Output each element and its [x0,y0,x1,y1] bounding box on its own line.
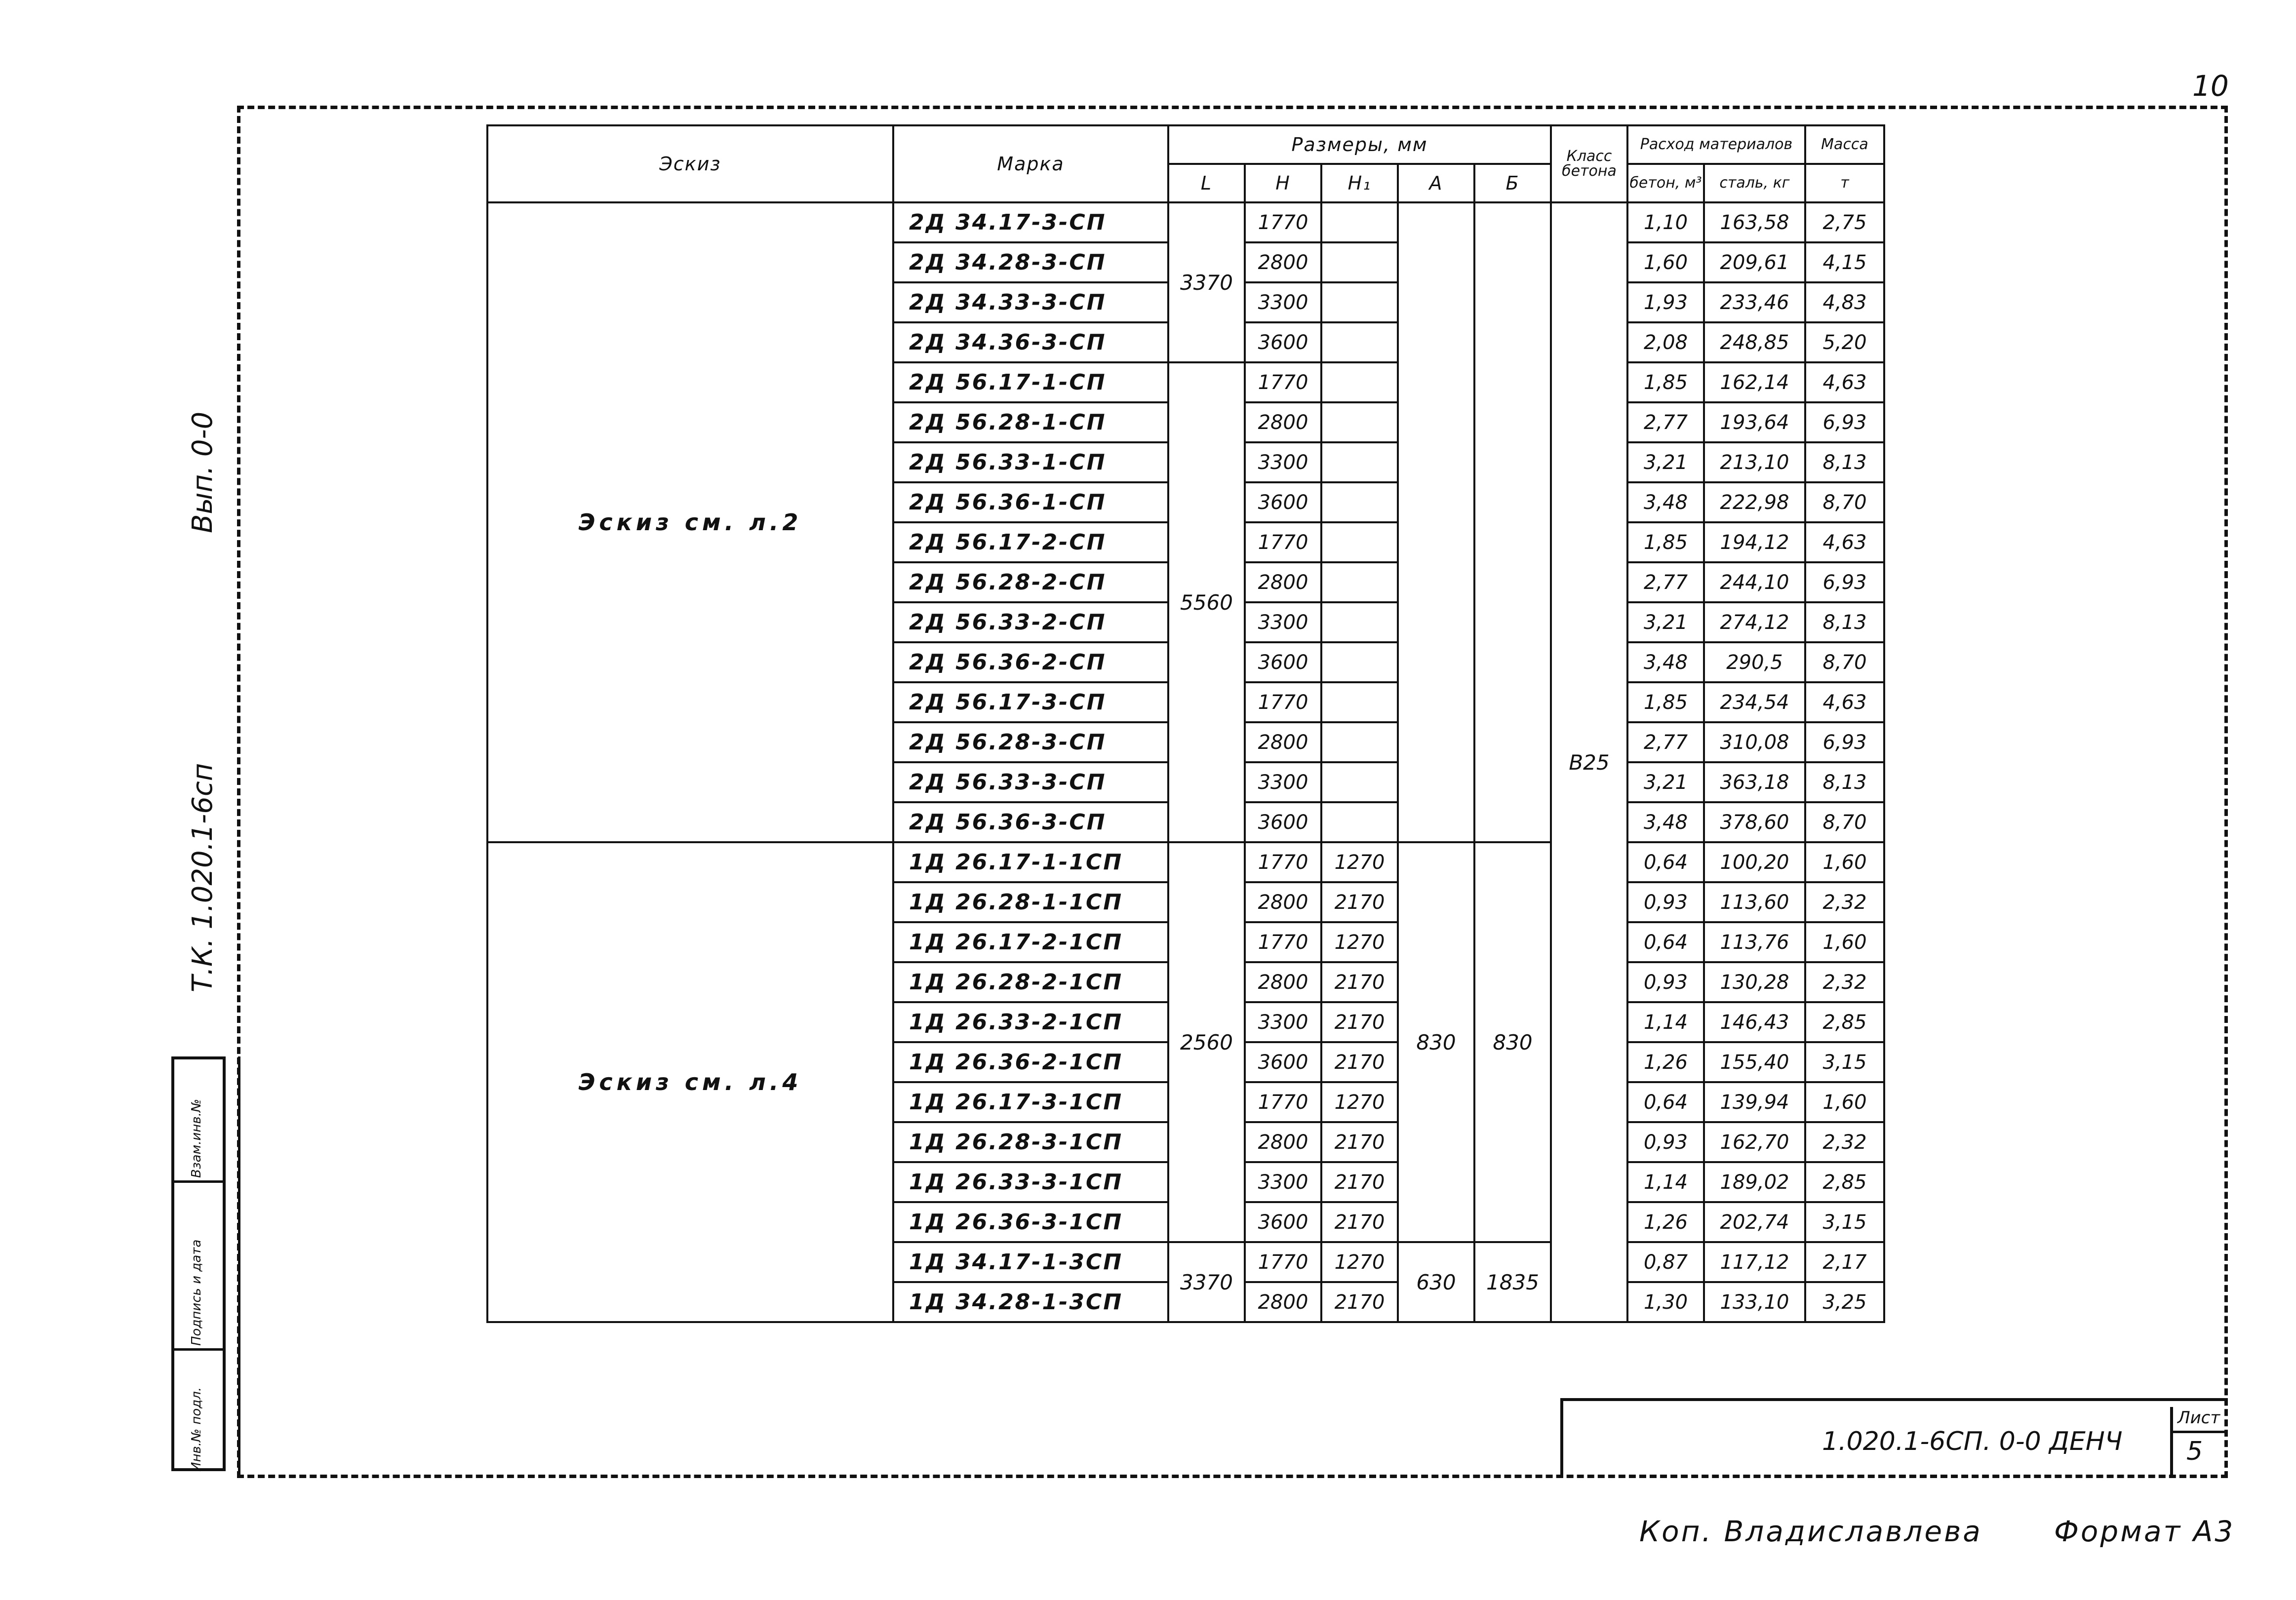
concrete-cell: 3,21 [1627,442,1704,482]
mark-cell: 1Д 34.17-1-3СП [893,1242,1168,1282]
concrete-cell: 1,85 [1627,522,1704,562]
h1-cell: 2170 [1321,1122,1398,1162]
mass-cell: 8,13 [1805,442,1884,482]
h1-cell [1321,282,1398,322]
mass-cell: 2,85 [1805,1162,1884,1202]
concrete-cell: 2,77 [1627,562,1704,602]
approval-stamp [171,1056,226,1471]
header-a: А [1398,164,1474,202]
h1-cell: 2170 [1321,1002,1398,1042]
steel-cell: 117,12 [1704,1242,1805,1282]
h1-cell: 2170 [1321,882,1398,922]
h1-cell: 1270 [1321,1082,1398,1122]
a-cell [1398,202,1474,842]
mark-cell: 1Д 26.28-2-1СП [893,962,1168,1002]
concrete-cell: 2,77 [1627,402,1704,442]
concrete-cell: 0,64 [1627,922,1704,962]
a-cell: 830 [1398,842,1474,1242]
mark-cell: 2Д 34.33-3-СП [893,282,1168,322]
concrete-cell: 2,08 [1627,322,1704,362]
a-cell: 630 [1398,1242,1474,1322]
issue-label: Вып. 0-0 [187,411,219,533]
mass-cell: 5,20 [1805,322,1884,362]
sheet-divider [2170,1431,2228,1433]
steel-cell: 213,10 [1704,442,1805,482]
header-h: H [1245,164,1321,202]
h-cell: 3300 [1245,442,1321,482]
mass-cell: 8,70 [1805,802,1884,842]
concrete-cell: 1,14 [1627,1162,1704,1202]
mass-cell: 1,60 [1805,842,1884,882]
mark-cell: 2Д 34.28-3-СП [893,242,1168,282]
concrete-cell: 3,48 [1627,482,1704,522]
mass-cell: 8,13 [1805,602,1884,642]
h1-cell [1321,402,1398,442]
h-cell: 1770 [1245,1242,1321,1282]
h-cell: 2800 [1245,402,1321,442]
l-cell: 3370 [1168,202,1245,362]
steel-cell: 162,70 [1704,1122,1805,1162]
table-row [487,842,1884,882]
mark-cell: 1Д 26.28-3-1СП [893,1122,1168,1162]
steel-cell: 155,40 [1704,1042,1805,1082]
h1-cell: 2170 [1321,962,1398,1002]
mark-cell: 2Д 56.28-3-СП [893,722,1168,762]
steel-cell: 222,98 [1704,482,1805,522]
concrete-cell: 1,30 [1627,1282,1704,1322]
b-cell: 830 [1474,842,1551,1242]
mass-cell: 4,83 [1805,282,1884,322]
concrete-cell: 3,21 [1627,762,1704,802]
concrete-cell: 2,77 [1627,722,1704,762]
concrete-cell: 1,14 [1627,1002,1704,1042]
h1-cell [1321,362,1398,402]
h-cell: 3300 [1245,1162,1321,1202]
mass-cell: 4,63 [1805,362,1884,402]
steel-cell: 202,74 [1704,1202,1805,1242]
mass-cell: 6,93 [1805,402,1884,442]
header-mass: Масса [1805,125,1884,164]
mass-cell: 6,93 [1805,562,1884,602]
h1-cell: 1270 [1321,1242,1398,1282]
concrete-cell: 3,48 [1627,642,1704,682]
mass-cell: 8,70 [1805,482,1884,522]
mass-cell: 6,93 [1805,722,1884,762]
steel-cell: 193,64 [1704,402,1805,442]
header-mass-unit: т [1805,164,1884,202]
steel-cell: 244,10 [1704,562,1805,602]
header-b: Б [1474,164,1551,202]
h-cell: 3600 [1245,1042,1321,1082]
mark-cell: 1Д 26.33-3-1СП [893,1162,1168,1202]
h1-cell [1321,242,1398,282]
mark-cell: 1Д 26.36-3-1СП [893,1202,1168,1242]
steel-cell: 113,60 [1704,882,1805,922]
h1-cell: 2170 [1321,1282,1398,1322]
h-cell: 1770 [1245,842,1321,882]
steel-cell: 139,94 [1704,1082,1805,1122]
h1-cell [1321,602,1398,642]
h-cell: 3600 [1245,1202,1321,1242]
h-cell: 1770 [1245,202,1321,242]
steel-cell: 234,54 [1704,682,1805,722]
concrete-cell: 1,85 [1627,682,1704,722]
stamp-label-signature: Подпись и дата [189,1239,204,1346]
mass-cell: 4,63 [1805,682,1884,722]
h1-cell [1321,562,1398,602]
steel-cell: 363,18 [1704,762,1805,802]
steel-cell: 209,61 [1704,242,1805,282]
steel-cell: 310,08 [1704,722,1805,762]
h-cell: 3300 [1245,762,1321,802]
b-cell [1474,202,1551,842]
h-cell: 2800 [1245,242,1321,282]
mark-cell: 2Д 56.17-1-СП [893,362,1168,402]
paper-format: Формат А3 [2054,1515,2235,1548]
mass-cell: 2,75 [1805,202,1884,242]
h1-cell: 2170 [1321,1042,1398,1082]
header-steel: сталь, кг [1704,164,1805,202]
mark-cell: 2Д 56.28-1-СП [893,402,1168,442]
concrete-cell: 1,85 [1627,362,1704,402]
mark-cell: 2Д 56.33-3-СП [893,762,1168,802]
h1-cell [1321,682,1398,722]
concrete-cell: 1,93 [1627,282,1704,322]
concrete-cell: 3,21 [1627,602,1704,642]
l-cell: 2560 [1168,842,1245,1242]
concrete-cell: 3,48 [1627,802,1704,842]
mark-cell: 2Д 56.33-1-СП [893,442,1168,482]
mark-cell: 1Д 26.33-2-1СП [893,1002,1168,1042]
steel-cell: 194,12 [1704,522,1805,562]
steel-cell: 130,28 [1704,962,1805,1002]
h1-cell [1321,322,1398,362]
mass-cell: 2,32 [1805,882,1884,922]
h-cell: 3300 [1245,1002,1321,1042]
mass-cell: 2,17 [1805,1242,1884,1282]
concrete-cell: 0,93 [1627,882,1704,922]
mark-cell: 2Д 56.17-3-СП [893,682,1168,722]
mark-cell: 1Д 34.28-1-3СП [893,1282,1168,1322]
stamp-divider [226,1056,240,1471]
h-cell: 3600 [1245,642,1321,682]
header-mark: Марка [893,125,1168,202]
mark-cell: 2Д 56.28-2-СП [893,562,1168,602]
concrete-cell: 1,26 [1627,1042,1704,1082]
h1-cell [1321,202,1398,242]
concrete-cell: 1,60 [1627,242,1704,282]
mark-cell: 2Д 34.17-3-СП [893,202,1168,242]
h1-cell: 1270 [1321,922,1398,962]
concrete-cell: 0,93 [1627,1122,1704,1162]
series-label: Т.К. 1.020.1-6сп [187,763,219,992]
steel-cell: 290,5 [1704,642,1805,682]
mark-cell: 1Д 26.17-1-1СП [893,842,1168,882]
steel-cell: 113,76 [1704,922,1805,962]
mass-cell: 2,32 [1805,962,1884,1002]
header-dimensions: Размеры, мм [1168,125,1551,164]
h1-cell [1321,802,1398,842]
mark-cell: 1Д 26.17-2-1СП [893,922,1168,962]
header-sketch: Эскиз [487,125,893,202]
mark-cell: 2Д 56.33-2-СП [893,602,1168,642]
concrete-cell: 1,26 [1627,1202,1704,1242]
h1-cell [1321,762,1398,802]
l-cell: 5560 [1168,362,1245,842]
h-cell: 1770 [1245,362,1321,402]
h-cell: 2800 [1245,962,1321,1002]
h1-cell: 2170 [1321,1162,1398,1202]
mark-cell: 2Д 34.36-3-СП [893,322,1168,362]
sketch-ref-2: Эскиз см. л.4 [487,842,893,1322]
h1-cell [1321,482,1398,522]
stamp-label-inventory: Инв.№ подл. [189,1387,204,1472]
mass-cell: 3,15 [1805,1042,1884,1082]
header-consumption: Расход материалов [1627,125,1805,164]
h-cell: 1770 [1245,922,1321,962]
page-number: 10 [2192,69,2229,103]
sketch-ref-1: Эскиз см. л.2 [487,202,893,842]
steel-cell: 100,20 [1704,842,1805,882]
steel-cell: 248,85 [1704,322,1805,362]
h1-cell [1321,522,1398,562]
steel-cell: 162,14 [1704,362,1805,402]
mass-cell: 2,32 [1805,1122,1884,1162]
sheet-number: 5 [2186,1437,2203,1466]
h-cell: 3300 [1245,282,1321,322]
mass-cell: 1,60 [1805,922,1884,962]
h-cell: 1770 [1245,1082,1321,1122]
specification-table [486,124,1885,1323]
concrete-cell: 1,10 [1627,202,1704,242]
h-cell: 2800 [1245,722,1321,762]
h1-cell [1321,722,1398,762]
l-cell: 3370 [1168,1242,1245,1322]
h-cell: 3600 [1245,482,1321,522]
steel-cell: 274,12 [1704,602,1805,642]
mark-cell: 1Д 26.36-2-1СП [893,1042,1168,1082]
table-body [487,202,1884,1322]
h-cell: 2800 [1245,882,1321,922]
steel-cell: 163,58 [1704,202,1805,242]
header-h1: H₁ [1321,164,1398,202]
concrete-cell: 0,87 [1627,1242,1704,1282]
h-cell: 3600 [1245,802,1321,842]
mark-cell: 2Д 56.36-1-СП [893,482,1168,522]
mark-cell: 1Д 26.28-1-1СП [893,882,1168,922]
concrete-class-cell: В25 [1551,202,1627,1322]
steel-cell: 146,43 [1704,1002,1805,1042]
header-concrete: бетон, м³ [1627,164,1704,202]
stamp-label-replacement: Взам.инв.№ [189,1099,204,1178]
mass-cell: 4,63 [1805,522,1884,562]
h-cell: 1770 [1245,522,1321,562]
steel-cell: 233,46 [1704,282,1805,322]
mass-cell: 1,60 [1805,1082,1884,1122]
h-cell: 2800 [1245,1122,1321,1162]
header-l: L [1168,164,1245,202]
mass-cell: 2,85 [1805,1002,1884,1042]
concrete-cell: 0,93 [1627,962,1704,1002]
mark-cell: 1Д 26.17-3-1СП [893,1082,1168,1122]
h1-cell [1321,442,1398,482]
sheet-label: Лист [2177,1408,2220,1428]
mark-cell: 2Д 56.36-3-СП [893,802,1168,842]
concrete-cell: 0,64 [1627,842,1704,882]
steel-cell: 378,60 [1704,802,1805,842]
header-concrete-class: Класс бетона [1551,125,1627,202]
document-code: 1.020.1-6СП. 0-0 ДЕНЧ [1822,1427,2123,1456]
h-cell: 1770 [1245,682,1321,722]
mass-cell: 3,15 [1805,1202,1884,1242]
h1-cell [1321,642,1398,682]
table-row [487,202,1884,242]
mass-cell: 8,13 [1805,762,1884,802]
mass-cell: 4,15 [1805,242,1884,282]
h1-cell: 2170 [1321,1202,1398,1242]
mark-cell: 2Д 56.17-2-СП [893,522,1168,562]
h-cell: 2800 [1245,562,1321,602]
concrete-cell: 0,64 [1627,1082,1704,1122]
mark-cell: 2Д 56.36-2-СП [893,642,1168,682]
mass-cell: 8,70 [1805,642,1884,682]
b-cell: 1835 [1474,1242,1551,1322]
h-cell: 3600 [1245,322,1321,362]
copied-by: Коп. Владиславлева [1639,1515,1982,1548]
steel-cell: 133,10 [1704,1282,1805,1322]
h-cell: 2800 [1245,1282,1321,1322]
steel-cell: 189,02 [1704,1162,1805,1202]
mass-cell: 3,25 [1805,1282,1884,1322]
h-cell: 3300 [1245,602,1321,642]
h1-cell: 1270 [1321,842,1398,882]
